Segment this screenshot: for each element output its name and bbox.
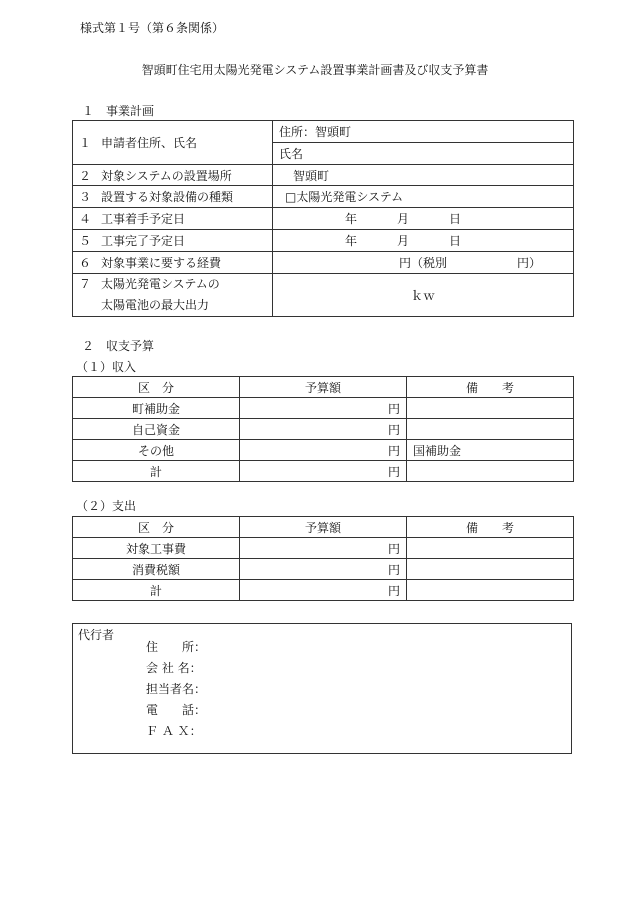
document-title: 智頭町住宅用太陽光発電システム設置事業計画書及び収支予算書 (141, 63, 489, 77)
expense-note-field[interactable] (407, 580, 574, 601)
equipment-type-checkbox[interactable]: □太陽光発電システム (273, 186, 574, 208)
expense-category: 消費税額 (73, 559, 240, 580)
income-heading: （１）収入 (76, 360, 137, 374)
income-header-budget: 予算額 (240, 377, 407, 398)
income-amount-field[interactable]: 円 (240, 419, 407, 440)
section1-heading: １ 事業計画 (82, 104, 155, 118)
income-note-field[interactable]: 国補助金 (407, 440, 574, 461)
row5-label-cell: ５ 工事完了予定日 (73, 230, 273, 252)
agent-label: 代行者 (78, 628, 115, 642)
expense-note-field[interactable] (407, 559, 574, 580)
address-field[interactable]: 住所：智頭町 (273, 121, 574, 143)
applicant-label: 申請者住所、氏名 (101, 136, 198, 150)
form-number: 様式第１号（第６条関係） (80, 21, 225, 35)
cost-field[interactable]: 円（税別 円） (273, 252, 574, 274)
expense-total-field[interactable]: 円 (240, 580, 407, 601)
expense-heading: （２）支出 (76, 499, 137, 513)
row3-label-cell: ３ 設置する対象設備の種類 (73, 186, 273, 208)
agent-address-field[interactable]: 住 所： (146, 640, 207, 654)
row7-label-cell: ７ 太陽光発電システムの 太陽電池の最大出力 (73, 274, 273, 317)
expense-table (72, 516, 574, 601)
expense-header-budget: 予算額 (240, 517, 407, 538)
installation-location-field[interactable]: 智頭町 (273, 165, 574, 186)
row2-label-cell: ２ 対象システムの設置場所 (73, 165, 273, 186)
max-output-field[interactable]: ｋｗ (273, 274, 574, 317)
income-category: 自己資金 (73, 419, 240, 440)
income-note-field[interactable] (407, 461, 574, 482)
expense-amount-field[interactable]: 円 (240, 538, 407, 559)
section2-heading: ２ 収支予算 (82, 339, 155, 353)
expense-header-category: 区 分 (73, 517, 240, 538)
income-amount-field[interactable]: 円 (240, 398, 407, 419)
income-table (72, 376, 574, 482)
income-header-notes: 備 考 (407, 377, 574, 398)
income-total-label: 計 (73, 461, 240, 482)
expense-header-notes: 備 考 (407, 517, 574, 538)
agent-contact-person-field[interactable]: 担当者名： (146, 682, 207, 696)
agent-company-field[interactable]: 会 社 名： (146, 661, 202, 675)
expense-total-label: 計 (73, 580, 240, 601)
row1-label-cell: １ 申請者住所、氏名 (73, 121, 273, 165)
completion-date-field[interactable]: 年 月 日 (273, 230, 574, 252)
income-amount-field[interactable]: 円 (240, 440, 407, 461)
expense-amount-field[interactable]: 円 (240, 559, 407, 580)
income-note-field[interactable] (407, 398, 574, 419)
income-note-field[interactable] (407, 419, 574, 440)
income-header-category: 区 分 (73, 377, 240, 398)
expense-category: 対象工事費 (73, 538, 240, 559)
agent-fax-field[interactable]: Ｆ Ａ Ｘ： (146, 724, 202, 738)
name-field[interactable]: 氏名 (273, 143, 574, 165)
start-date-field[interactable]: 年 月 日 (273, 208, 574, 230)
agent-phone-field[interactable]: 電 話： (146, 703, 207, 717)
business-plan-table (72, 120, 574, 317)
expense-note-field[interactable] (407, 538, 574, 559)
row6-label-cell: ６ 対象事業に要する経費 (73, 252, 273, 274)
row4-label-cell: ４ 工事着手予定日 (73, 208, 273, 230)
income-category: その他 (73, 440, 240, 461)
income-category: 町補助金 (73, 398, 240, 419)
income-total-field[interactable]: 円 (240, 461, 407, 482)
